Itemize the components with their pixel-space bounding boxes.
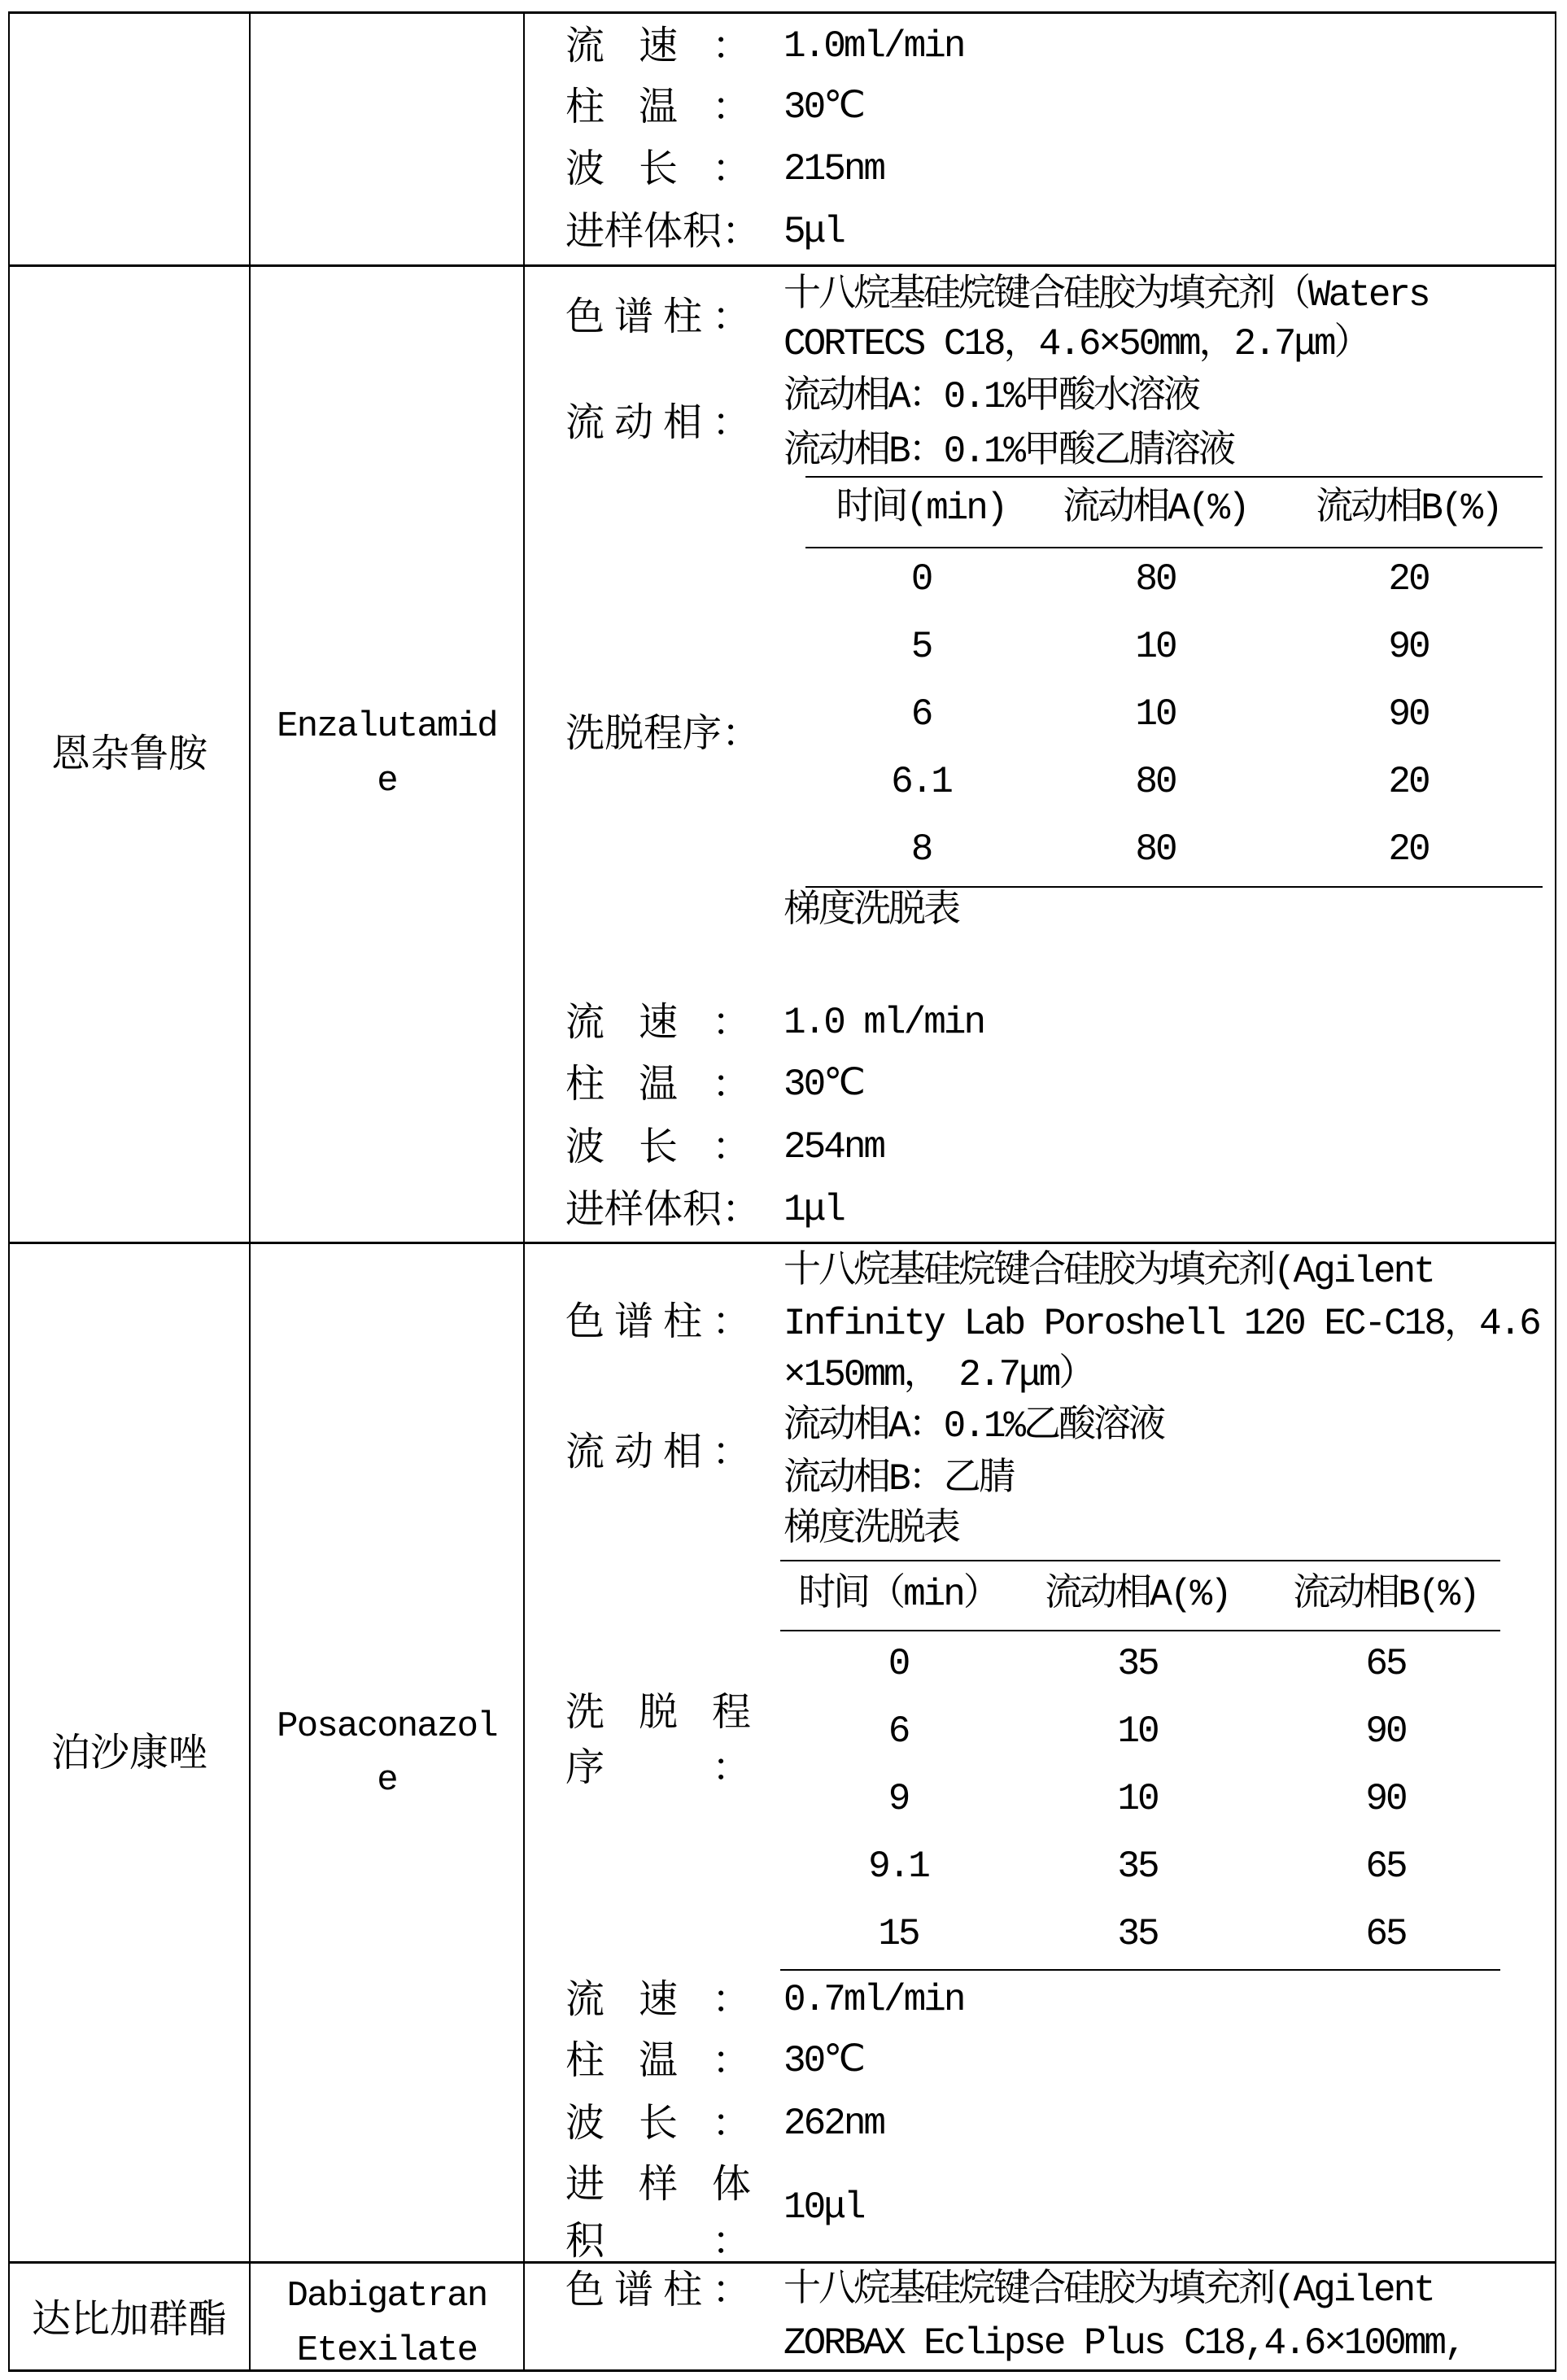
column-divider: [523, 2264, 525, 2369]
wavelength-value: 215nm: [784, 148, 884, 190]
injection-volume-label-line: 进 样 体: [565, 2163, 751, 2206]
column-divider: [523, 1244, 525, 2262]
mobile-phase-b: 流动相B：乙腈: [784, 1458, 1014, 1500]
column-divider: [523, 14, 525, 266]
drug-name-english-line: e: [377, 1760, 397, 1801]
gradient-table-row: [780, 1902, 1500, 1969]
header-time: 时间（min）: [798, 1574, 998, 1616]
time-cell: 6: [888, 1710, 909, 1753]
phase-b-cell: 65: [1365, 1913, 1406, 1955]
phase-b-cell: 65: [1365, 1643, 1406, 1685]
phase-a-cell: 80: [1135, 558, 1176, 600]
drug-name-english-line: Enzalutamid: [277, 706, 497, 747]
drug-name-english-line: e: [377, 761, 397, 801]
phase-a-cell: 10: [1135, 626, 1176, 668]
drug-name-chinese: 恩杂鲁胺: [50, 732, 207, 775]
phase-b-cell: 90: [1365, 1710, 1406, 1753]
header-time: 时间(min): [836, 487, 1006, 530]
injection-volume-value: 5μl: [784, 211, 844, 253]
column-temperature-value: 30℃: [784, 86, 863, 129]
chromatographic-column-value-line: ZORBAX Eclipse Plus C18,4.6×100mm,: [784, 2322, 1464, 2365]
time-cell: 6.1: [891, 761, 951, 803]
wavelength-label: 波 长 ：: [565, 147, 751, 190]
chromatographic-column-label: 色谱柱：: [565, 295, 751, 338]
chromatographic-column-value-line: ×150mm， 2.7μm）: [784, 1354, 1094, 1396]
drug-name-english-line: Posaconazol: [277, 1706, 497, 1747]
flow-rate-value: 1.0ml/min: [784, 25, 964, 68]
phase-b-cell: 90: [1388, 693, 1429, 736]
time-cell: 6: [910, 693, 932, 736]
phase-a-cell: 10: [1135, 693, 1176, 736]
header-phase-a: 流动相A(%): [1045, 1574, 1230, 1616]
gradient-table-row: [805, 548, 1543, 616]
mobile-phase-label: 流动相：: [565, 1430, 751, 1474]
mobile-phase-b: 流动相B：0.1%甲酸乙腈溶液: [784, 430, 1234, 473]
elution-program-label: 洗脱程序：: [565, 712, 762, 755]
column-divider: [249, 14, 251, 266]
elution-program-label-line: 洗 脱 程: [565, 1691, 751, 1734]
wavelength-value: 262nm: [784, 2103, 884, 2145]
column-divider: [523, 267, 525, 1242]
column-divider: [249, 267, 251, 1242]
phase-a-cell: 35: [1117, 1845, 1158, 1888]
time-cell: 0: [888, 1643, 909, 1685]
gradient-table-header: [780, 1561, 1500, 1631]
phase-a-cell: 80: [1135, 828, 1176, 871]
gradient-table-caption: 梯度洗脱表: [784, 890, 958, 932]
header-phase-b: 流动相B(%): [1293, 1574, 1478, 1616]
header-phase-b: 流动相B(%): [1316, 487, 1501, 530]
injection-volume-value: 1μl: [784, 1189, 844, 1231]
injection-volume-label-line: 积 ：: [565, 2220, 751, 2263]
injection-volume-value: 10μl: [784, 2186, 864, 2229]
phase-b-cell: 90: [1365, 1778, 1406, 1820]
phase-b-cell: 90: [1388, 626, 1429, 668]
time-cell: 0: [910, 558, 932, 600]
phase-a-cell: 10: [1117, 1710, 1158, 1753]
wavelength-label: 波 长 ：: [565, 1125, 751, 1168]
phase-a-cell: 10: [1117, 1778, 1158, 1820]
phase-b-cell: 65: [1365, 1845, 1406, 1888]
gradient-table-caption: 梯度洗脱表: [784, 1509, 958, 1551]
phase-b-cell: 20: [1388, 761, 1429, 803]
chromatographic-column-value-line: 十八烷基硅烷键合硅胶为填充剂（Waters: [784, 274, 1429, 317]
chromatographic-column-value-line: Infinity Lab Poroshell 120 EC-C18，4.6: [784, 1303, 1539, 1345]
gradient-table-row: [805, 751, 1543, 819]
gradient-table-row: [805, 819, 1543, 886]
gradient-table-row: [780, 1631, 1500, 1699]
elution-program-label-line: 序 ：: [565, 1746, 751, 1789]
table-row-continued: [8, 11, 1556, 266]
column-temperature-label: 柱 温 ：: [565, 2039, 751, 2082]
column-temperature-label: 柱 温 ：: [565, 85, 751, 129]
gradient-table-row: [805, 616, 1543, 683]
drug-name-english-line: Dabigatran: [286, 2276, 487, 2317]
gradient-table-row: [780, 1766, 1500, 1834]
mobile-phase-a: 流动相A：0.1%乙酸溶液: [784, 1405, 1164, 1448]
time-cell: 5: [910, 626, 932, 668]
gradient-elution-table: [805, 476, 1543, 888]
chromatographic-column-label: 色谱柱：: [565, 2269, 751, 2312]
flow-rate-label: 流 速 ：: [565, 24, 751, 68]
time-cell: 9.1: [868, 1845, 928, 1888]
flow-rate-value: 1.0 ml/min: [784, 1002, 984, 1044]
chromatographic-column-value-line: 十八烷基硅烷键合硅胶为填充剂(Agilent: [784, 2269, 1434, 2312]
flow-rate-value: 0.7ml/min: [784, 1979, 964, 2021]
injection-volume-label: 进样体积：: [565, 1188, 762, 1231]
gradient-table-row: [780, 1834, 1500, 1902]
drug-name-english-line: Etexilate: [296, 2330, 478, 2371]
column-temperature-value: 30℃: [784, 1063, 863, 1106]
table-row-posaconazole: [8, 1242, 1556, 2262]
phase-a-cell: 80: [1135, 761, 1176, 803]
chromatographic-column-label: 色谱柱：: [565, 1300, 751, 1343]
column-divider: [249, 1244, 251, 2262]
header-phase-a: 流动相A(%): [1063, 487, 1248, 530]
mobile-phase-a: 流动相A：0.1%甲酸水溶液: [784, 376, 1199, 418]
gradient-table-row: [805, 683, 1543, 751]
time-cell: 9: [888, 1778, 909, 1820]
wavelength-value: 254nm: [784, 1126, 884, 1168]
phase-a-cell: 35: [1117, 1643, 1158, 1685]
gradient-elution-table: [780, 1560, 1500, 1971]
chromatographic-column-value-line: 十八烷基硅烷键合硅胶为填充剂(Agilent: [784, 1251, 1434, 1293]
column-temperature-label: 柱 温 ：: [565, 1063, 751, 1106]
table-row-dabigatran-etexilate: [8, 2261, 1556, 2372]
column-temperature-value: 30℃: [784, 2040, 863, 2082]
table-row-enzalutamide: [8, 264, 1556, 1242]
time-cell: 8: [910, 828, 932, 871]
phase-b-cell: 20: [1388, 558, 1429, 600]
injection-volume-label: 进样体积：: [565, 210, 762, 253]
mobile-phase-label: 流动相：: [565, 401, 751, 444]
phase-a-cell: 35: [1117, 1913, 1158, 1955]
chromatographic-column-value-line: CORTECS C18，4.6×50mm，2.7μm）: [784, 323, 1369, 365]
phase-b-cell: 20: [1388, 828, 1429, 871]
time-cell: 15: [878, 1913, 919, 1955]
flow-rate-label: 流 速 ：: [565, 1978, 751, 2021]
wavelength-label: 波 长 ：: [565, 2102, 751, 2145]
flow-rate-label: 流 速 ：: [565, 1001, 751, 1044]
drug-name-chinese: 达比加群酯: [31, 2298, 227, 2341]
gradient-table-row: [780, 1699, 1500, 1766]
gradient-table-header: [805, 478, 1543, 548]
drug-name-chinese: 泊沙康唑: [50, 1732, 207, 1775]
